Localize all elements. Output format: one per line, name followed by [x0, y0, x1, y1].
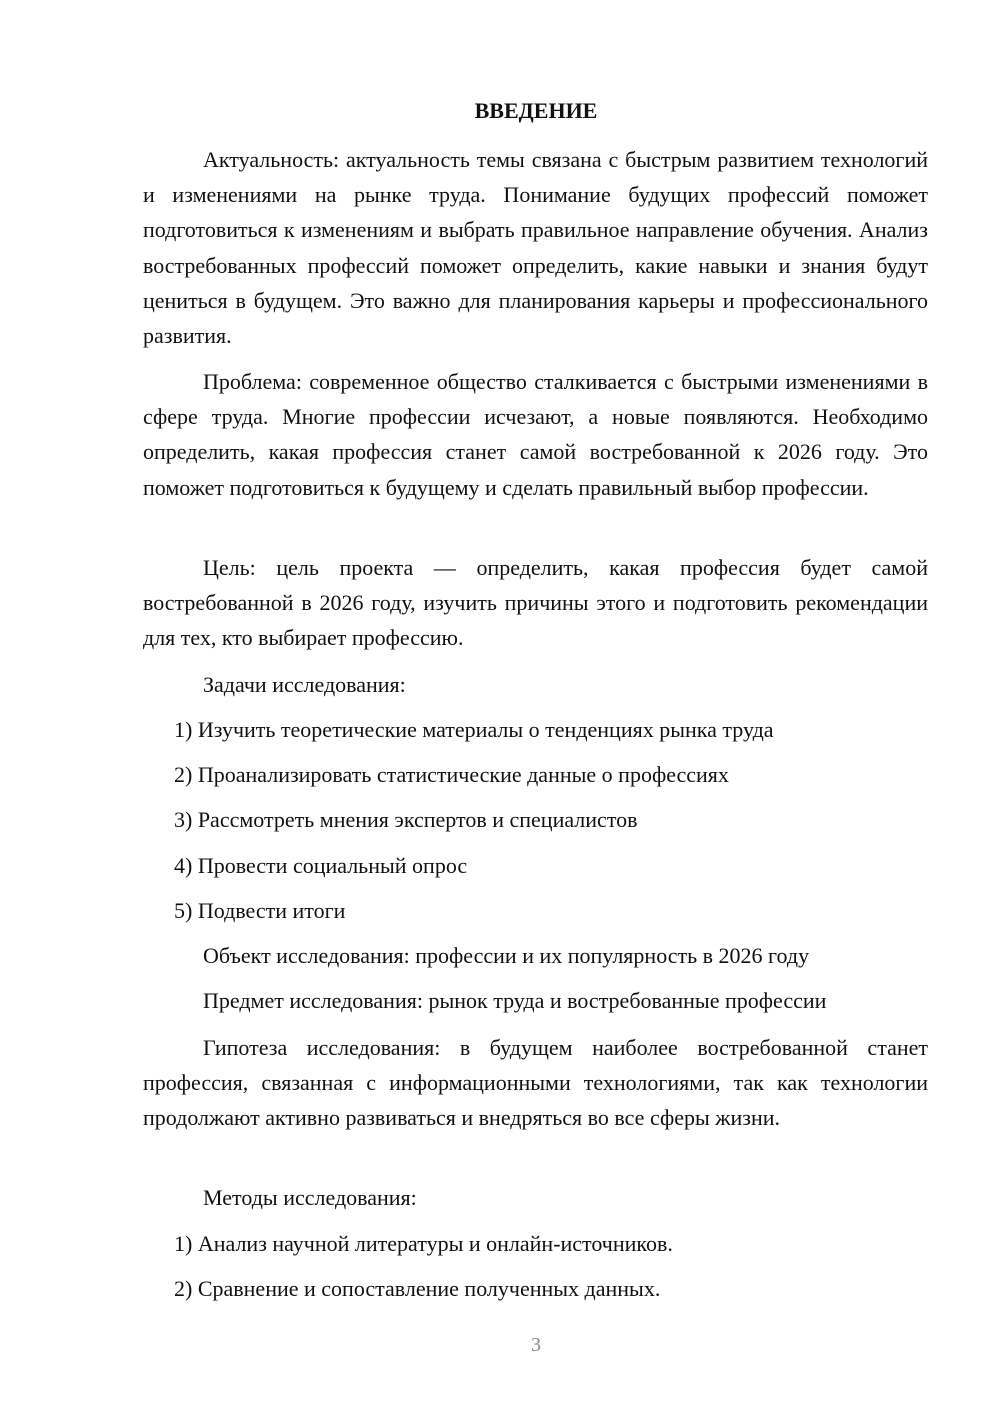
problem-paragraph: Проблема: современное общество сталкивается с быстрыми изменениями в сфере труда. Многие профессии исчезают, а новые появляются. Необходимо определить, какая профессия станет самой востребованной к 2026 году. Это поможет подготовиться к будущему и сделать правильный выбор профессии. — [143, 369, 928, 500]
tasks-heading: Задачи исследования: — [203, 672, 406, 697]
method-item: 1) Анализ научной литературы и онлайн-источников. — [174, 1231, 673, 1256]
hypothesis-paragraph: Гипотеза исследования: в будущем наиболее востребованной станет профессия, связанная с информационными технологиями, так как технологии продолжают активно развиваться и внедряться во все сферы жизни. — [143, 1035, 928, 1131]
page-number: 3 — [531, 1334, 541, 1356]
actuality-paragraph: Актуальность: актуальность темы связана с быстрым развитием технологий и изменениями на рынке труда. Понимание будущих профессий поможет подготовиться к изменениям и выбрать правильное направление обучения. Анализ востребованных профессий поможет определить, какие навыки и знания будут цениться в будущем. Это важно для планирования карьеры и профессионального развития. — [143, 147, 928, 349]
research-object: Объект исследования: профессии и их популярность в 2026 году — [203, 943, 810, 968]
method-item: 2) Сравнение и сопоставление полученных данных. — [174, 1276, 661, 1301]
task-item: 5) Подвести итоги — [174, 898, 346, 923]
task-item: 4) Провести социальный опрос — [174, 853, 468, 878]
task-item: 2) Проанализировать статистические данные о профессиях — [174, 762, 729, 787]
methods-heading: Методы исследования: — [203, 1185, 417, 1210]
task-item: 3) Рассмотреть мнения экспертов и специалистов — [174, 807, 638, 832]
page-title: ВВЕДЕНИЕ — [474, 98, 598, 123]
research-subject: Предмет исследования: рынок труда и востребованные профессии — [203, 988, 827, 1013]
task-item: 1) Изучить теоретические материалы о тенденциях рынка труда — [174, 717, 774, 742]
goal-paragraph: Цель: цель проекта — определить, какая профессия будет самой востребованной в 2026 году, изучить причины этого и подготовить рекомендации для тех, кто выбирает профессию. — [143, 555, 928, 651]
